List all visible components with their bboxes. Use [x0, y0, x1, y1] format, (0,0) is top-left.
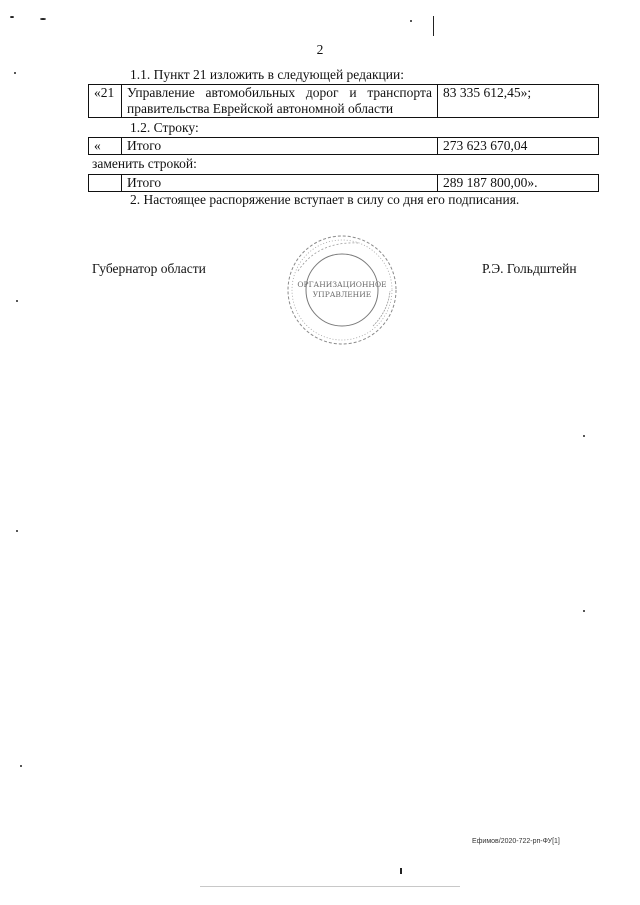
official-seal-stamp	[278, 231, 406, 349]
row-name-cell: Итого	[122, 175, 438, 192]
table-total-new	[88, 174, 599, 192]
signature-position: Губернатор области	[92, 261, 206, 276]
row-number-cell: «21	[89, 85, 122, 118]
stamp-text-line-2: УПРАВЛЕНИЕ	[312, 290, 372, 299]
signature-name: Р.Э. Гольдштейн	[482, 261, 577, 276]
row-number-cell	[89, 175, 122, 192]
table-item-21	[88, 84, 599, 118]
table-total-old	[88, 137, 599, 155]
table-row	[89, 175, 599, 192]
scan-speck	[40, 18, 46, 20]
row-amount-cell: 273 623 670,04	[438, 138, 599, 155]
paragraph-2: 2. Настоящее распоряжение вступает в силу со дня его подписания.	[130, 192, 520, 207]
paragraph-1-1: 1.1. Пункт 21 изложить в следующей редакции:	[130, 67, 404, 82]
scan-speck	[410, 20, 412, 22]
row-name-line-1: Управление автомобильных дорог и транспорта	[127, 85, 432, 100]
scan-speck	[583, 435, 585, 437]
row-name-line-2: правительства Еврейской автономной области	[127, 101, 394, 116]
scan-speck	[433, 16, 434, 36]
scan-speck	[16, 300, 18, 302]
scan-speck	[14, 72, 16, 74]
document-footer-code: Ефимов/2020-722-рп-ФУ[1]	[472, 838, 560, 845]
table-row	[89, 85, 599, 118]
row-name-cell	[122, 85, 438, 118]
paragraph-1-2: 1.2. Строку:	[130, 120, 199, 135]
row-name-cell: Итого	[122, 138, 438, 155]
scan-speck	[16, 530, 18, 532]
stamp-text-line-1: ОРГАНИЗАЦИОННОЕ	[297, 280, 387, 289]
scan-speck	[10, 16, 14, 18]
scan-speck	[583, 610, 585, 612]
table-row	[89, 138, 599, 155]
row-number-cell: «	[89, 138, 122, 155]
scan-speck	[20, 765, 22, 767]
row-amount-cell: 83 335 612,45»;	[438, 85, 599, 118]
replace-with-text: заменить строкой:	[92, 156, 197, 171]
scan-speck	[400, 868, 402, 874]
page-number: 2	[316, 42, 324, 57]
row-amount-cell: 289 187 800,00».	[438, 175, 599, 192]
scan-speck	[200, 886, 460, 887]
